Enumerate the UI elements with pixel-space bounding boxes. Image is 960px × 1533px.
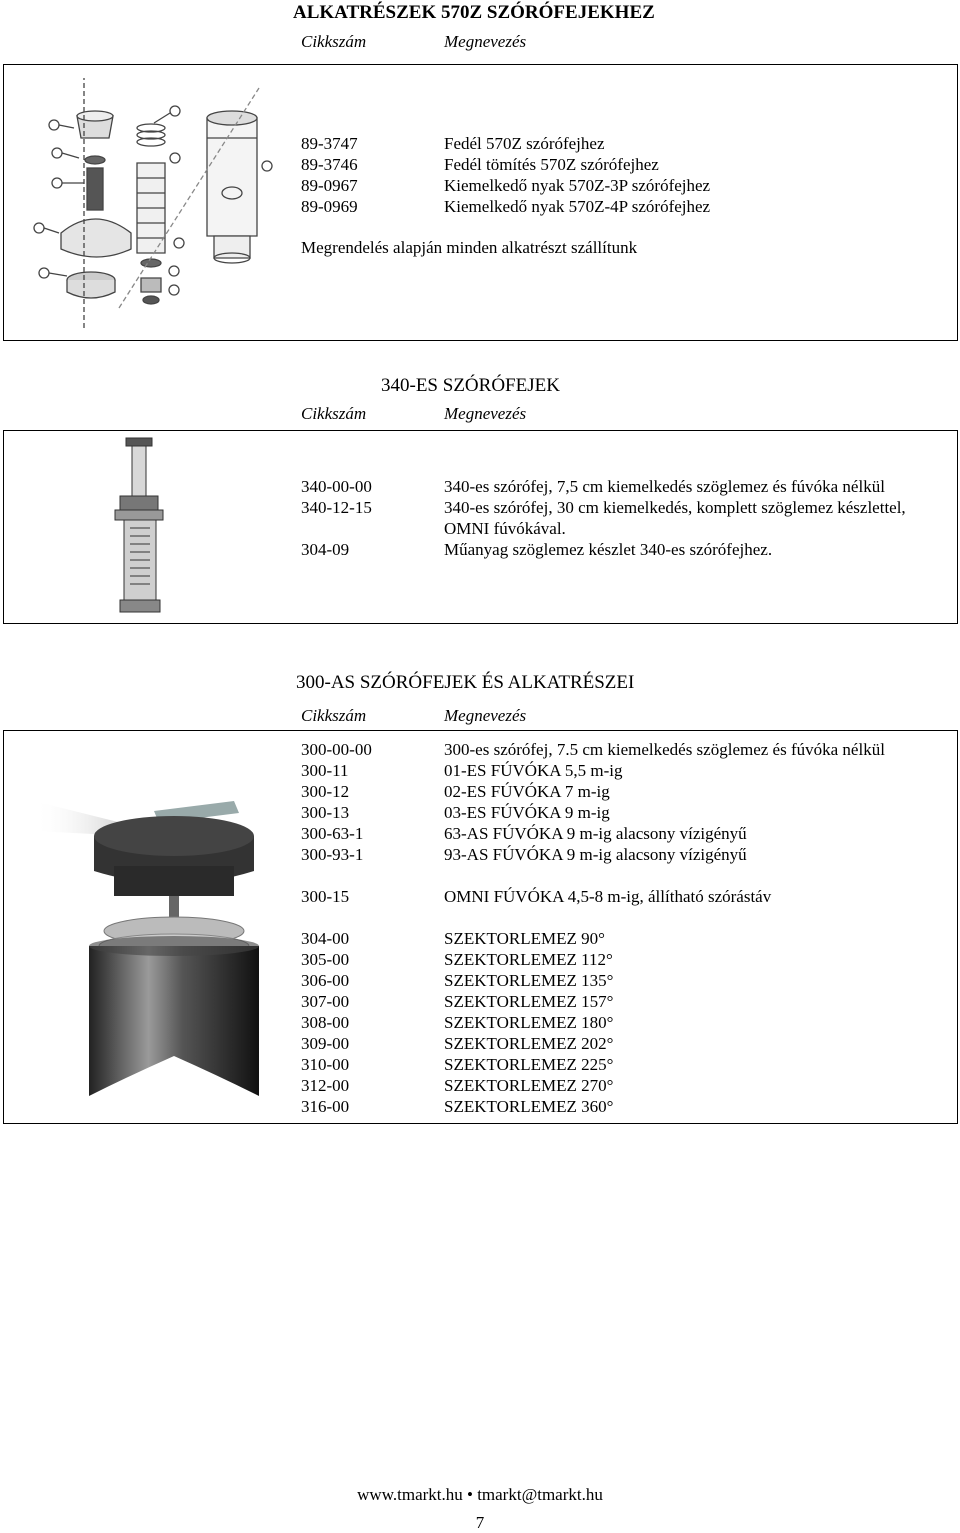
list-item [301,1076,941,1097]
item-code: 300-12 [301,782,350,801]
list-item [301,950,941,971]
list-item [301,477,941,498]
list-item [301,1055,941,1076]
sprinkler-300-image [34,741,284,1111]
section1-note: Megrendelés alapján minden alkatrészt szállítunk [301,238,638,257]
list-item [301,824,941,845]
list-item [301,887,941,908]
list-item [301,134,941,155]
list-item [301,803,941,824]
item-name: Műanyag szöglemez készlet 340-es szórófejhez. [444,540,773,559]
item-name: SZEKTORLEMEZ 225° [444,1055,614,1074]
list-item [301,1097,941,1118]
list-item [301,540,941,561]
item-name: SZEKTORLEMEZ 360° [444,1097,614,1116]
item-name: SZEKTORLEMEZ 270° [444,1076,614,1095]
list-item [301,761,941,782]
item-code: 89-3746 [301,155,358,174]
item-code: 89-0969 [301,197,358,216]
item-code: 340-00-00 [301,477,372,496]
section3-col-code: Cikkszám [301,706,367,725]
item-code: 340-12-15 [301,498,372,517]
list-item [301,782,941,803]
item-name: 01-ES FÚVÓKA 5,5 m-ig [444,761,623,780]
item-name: SZEKTORLEMEZ 157° [444,992,614,1011]
item-name: 340-es szórófej, 30 cm kiemelkedés, komplett szöglemez készlettel, [444,498,906,517]
item-code: 304-09 [301,540,350,559]
item-name: Kiemelkedő nyak 570Z-3P szórófejhez [444,176,711,195]
item-name: Fedél tömítés 570Z szórófejhez [444,155,659,174]
item-name: Fedél 570Z szórófejhez [444,134,605,153]
item-code: 300-11 [301,761,349,780]
item-name: SZEKTORLEMEZ 112° [444,950,613,969]
item-code: 312-00 [301,1076,350,1095]
item-code: 89-0967 [301,176,358,195]
item-name: OMNI FÚVÓKA 4,5-8 m-ig, állítható szórástáv [444,887,772,906]
item-code: 89-3747 [301,134,358,153]
list-item [301,1034,941,1055]
item-code: 300-13 [301,803,350,822]
item-name: SZEKTORLEMEZ 135° [444,971,614,990]
list-item [301,845,941,866]
item-name: SZEKTORLEMEZ 180° [444,1013,614,1032]
list-item [301,929,941,950]
sprinkler-340-image [112,436,192,616]
section1-col-code: Cikkszám [301,32,367,51]
item-name: 02-ES FÚVÓKA 7 m-ig [444,782,610,801]
item-code: 307-00 [301,992,350,1011]
section1-col-name: Megnevezés [444,32,527,51]
section2-col-code: Cikkszám [301,404,367,423]
item-name: Kiemelkedő nyak 570Z-4P szórófejhez [444,197,711,216]
list-item [301,155,941,176]
item-name: SZEKTORLEMEZ 202° [444,1034,614,1053]
page-number: 7 [475,1513,485,1532]
item-code: 305-00 [301,950,350,969]
item-name: 63-AS FÚVÓKA 9 m-ig alacsony vízigényű [444,824,747,843]
exploded-parts-diagram [29,68,289,338]
footer-contact: www.tmarkt.hu • tmarkt@tmarkt.hu [357,1485,603,1504]
item-code: 300-15 [301,887,350,906]
item-code: 316-00 [301,1097,350,1116]
list-item [301,740,941,761]
section1-title: ALKATRÉSZEK 570Z SZÓRÓFEJEKHEZ [293,2,655,23]
list-item [301,992,941,1013]
list-item [301,197,941,218]
item-code: 306-00 [301,971,350,990]
item-code: 309-00 [301,1034,350,1053]
item-name: 340-es szórófej, 7,5 cm kiemelkedés szöglemez és fúvóka nélkül [444,477,885,496]
item-name: 93-AS FÚVÓKA 9 m-ig alacsony vízigényű [444,845,747,864]
list-item [301,519,941,540]
item-code: 300-63-1 [301,824,364,843]
item-code: 304-00 [301,929,350,948]
section3-col-name: Megnevezés [444,706,527,725]
item-name: OMNI fúvókával. [444,519,566,538]
list-item [301,176,941,197]
item-name: SZEKTORLEMEZ 90° [444,929,605,948]
item-code: 300-00-00 [301,740,372,759]
item-name: 03-ES FÚVÓKA 9 m-ig [444,803,610,822]
list-item [301,1013,941,1034]
item-code: 310-00 [301,1055,350,1074]
section3-title: 300-AS SZÓRÓFEJEK ÉS ALKATRÉSZEI [296,672,635,693]
section2-title: 340-ES SZÓRÓFEJEK [381,375,560,396]
item-code: 300-93-1 [301,845,364,864]
section2-col-name: Megnevezés [444,404,527,423]
list-item [301,971,941,992]
list-item [301,498,941,519]
item-code: 308-00 [301,1013,350,1032]
item-name: 300-es szórófej, 7.5 cm kiemelkedés szöglemez és fúvóka nélkül [444,740,885,759]
